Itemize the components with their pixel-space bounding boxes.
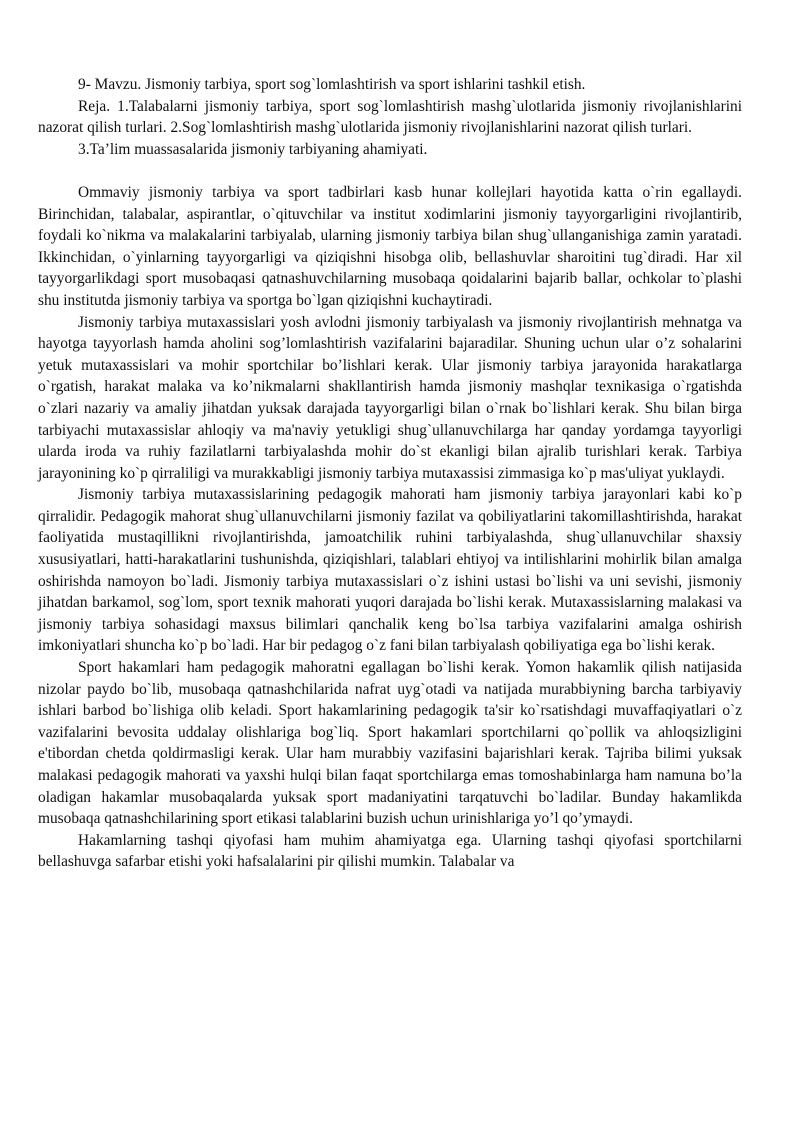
paragraph: Hakamlarning tashqi qiyofasi ham muhim ahamiyatga ega. Ularning tashqi qiyofasi sportchilarni bellashuvga safarbar etishi yoki hafsalalarini pir qilishi mumkin. Talabalar va [38, 831, 742, 871]
blank-line [38, 160, 742, 182]
paragraph: Jismoniy tarbiya mutaxassislarining pedagogik mahorati ham jismoniy tarbiya jarayonlari kabi ko`p qirralidir. Pedagogik mahorat shug`ullanuvchilarni jismoniy fazilat va qobiliyatlarini takomillashtirishda, harakat faoliyatida mustaqillikni rivojlantirishda, jamoatchilik ruhini tarbiyalashda, shug`ullanuvchilar shaxsiy xususiyatlari, hatti-harakatlarini tushunishda, qiziqishlari, talablari ehtiyoj va intilishlarini mohirlik bilan amalga oshirishda namoyon bo`ladi. Jismoniy tarbiya mutaxassislari o`z ishini ustasi bo`lishi va uni sevishi, jismoniy jihatdan barkamol, sog`lom, sport texnik mahorati yuqori darajada bo`lishi kerak. Mutaxassislarning malakasi va jismoniy tarbiya sohasidagi maxsus bilimlari qanchalik keng bo`lsa tarbiya vazifalarini amalga oshirish imkoniyatlari shuncha ko`p bo`ladi. Har bir pedagog o`z fani bilan tarbiyalash qobiliyatiga ega bo`lishi kerak. [38, 486, 742, 655]
paragraph: Sport hakamlari ham pedagogik mahoratni egallagan bo`lishi kerak. Yomon hakamlik qilish natijasida nizolar paydo bo`lib, musobaqa qatnashchilarida nafrat uyg`otadi va natijada murabbiyning barcha tarbiyaviy ishlari barbod bo`lishiga olib keladi. Sport hakamlarining pedagogik ta'sir ko`rsatishdagi muvaffaqiyatlari o`z vazifalarini bevosita uddalay olishlariga bog`liq. Sport hakamlari sportchilarni qo`pollik va ahloqsizligini e'tibordan chetda qoldirmasligi kerak. Ular ham murabbiy vazifasini bajarishlari kerak. Tajriba bilimi yuksak malakasi pedagogik mahorati va yaxshi hulqi bilan faqat sportchilarga emas tomoshabinlarga ham namuna bo’la oladigan hakamlar musobaqalarda yuksak sport madaniyatini tarqatuvchi bo`ladilar. Bunday hakamlikda musobaqa qatnashchilarining sport etikasi talablarini buzish uchun urinishlariga yo’l qo’ymaydi. [38, 659, 742, 828]
document-page [38, 74, 742, 873]
paragraph: Ommaviy jismoniy tarbiya va sport tadbirlari kasb hunar kollejlari hayotida katta o`rin egallaydi. Birinchidan, talabalar, aspirantlar, o`qituvchilar va institut xodimlarini jismoniy tayyorgarligini rivojlantirib, foydali ko`nikma va malakalarini tarbiyalab, ularning jismoniy tarbiya bilan shug`ullanganishiga zamin yaratadi. Ikkinchidan, o`yinlarning tayyorgarligi va qiziqishni hisobga olib, bellashuvlar sharoitini tug`diradi. Har xil tayyorgarlikdagi sport musobaqasi qatnashuvchilarning musobaqa qoidalarini bajarib ballar, ochkolar to`plashi shu institutda jismoniy tarbiya va sportga bo`lgan qiziqishni kuchaytiradi. [38, 183, 742, 309]
paragraph: Jismoniy tarbiya mutaxassislari yosh avlodni jismoniy tarbiyalash va jismoniy rivojlantirish mehnatga va hayotga tayyorlash hamda aholini sog’lomlashtirish vazifalarini bajaradilar. Shuning uchun ular o’z sohalarini yetuk mutaxassislari va mohir sportchilar bo’lishlari kerak. Ular jismoniy tarbiya jarayonida harakatlarga o`rgatish, harakat malaka va ko’nikmalarni shakllantirish hamda jismoniy mashqlar texnikasiga o`rgatishda o`zlari nazariy va amaliy jihatdan yuksak darajada tayyorgarligi bilan o`rnak bo`lishlari kerak. Shu bilan birga tarbiyachi mutaxassislar ahloqiy va ma'naviy yetukligi shug`ullanuvchilarga har qanday yordamga tayyorligi ularda iroda va ruhiy fazilatlarni tarbiyalashda mohir do`st ekanligi bilan ajralib turishlari kerak. Tarbiya jarayonining ko`p qirraliligi va murakkabligi jismoniy tarbiya mutaxassisi zimmasiga ko`p mas'uliyat yuklaydi. [38, 313, 742, 482]
plan-item-3: 3.Ta’lim muassasalarida jismoniy tarbiyaning ahamiyati. [78, 140, 428, 158]
plan-items: Reja. 1.Talabalarni jismoniy tarbiya, sport sog`lomlashtirish mashg`ulotlarida jismoniy rivojlanishlarini nazorat qilish turlari. 2.Sog`lomlashtirish mashg`ulotlarida jismoniy rivojlanishlarini nazorat qilish turlari. [38, 97, 742, 137]
document-title: 9- Mavzu. Jismoniy tarbiya, sport sog`lomlashtirish va sport ishlarini tashkil etish. [78, 76, 586, 93]
